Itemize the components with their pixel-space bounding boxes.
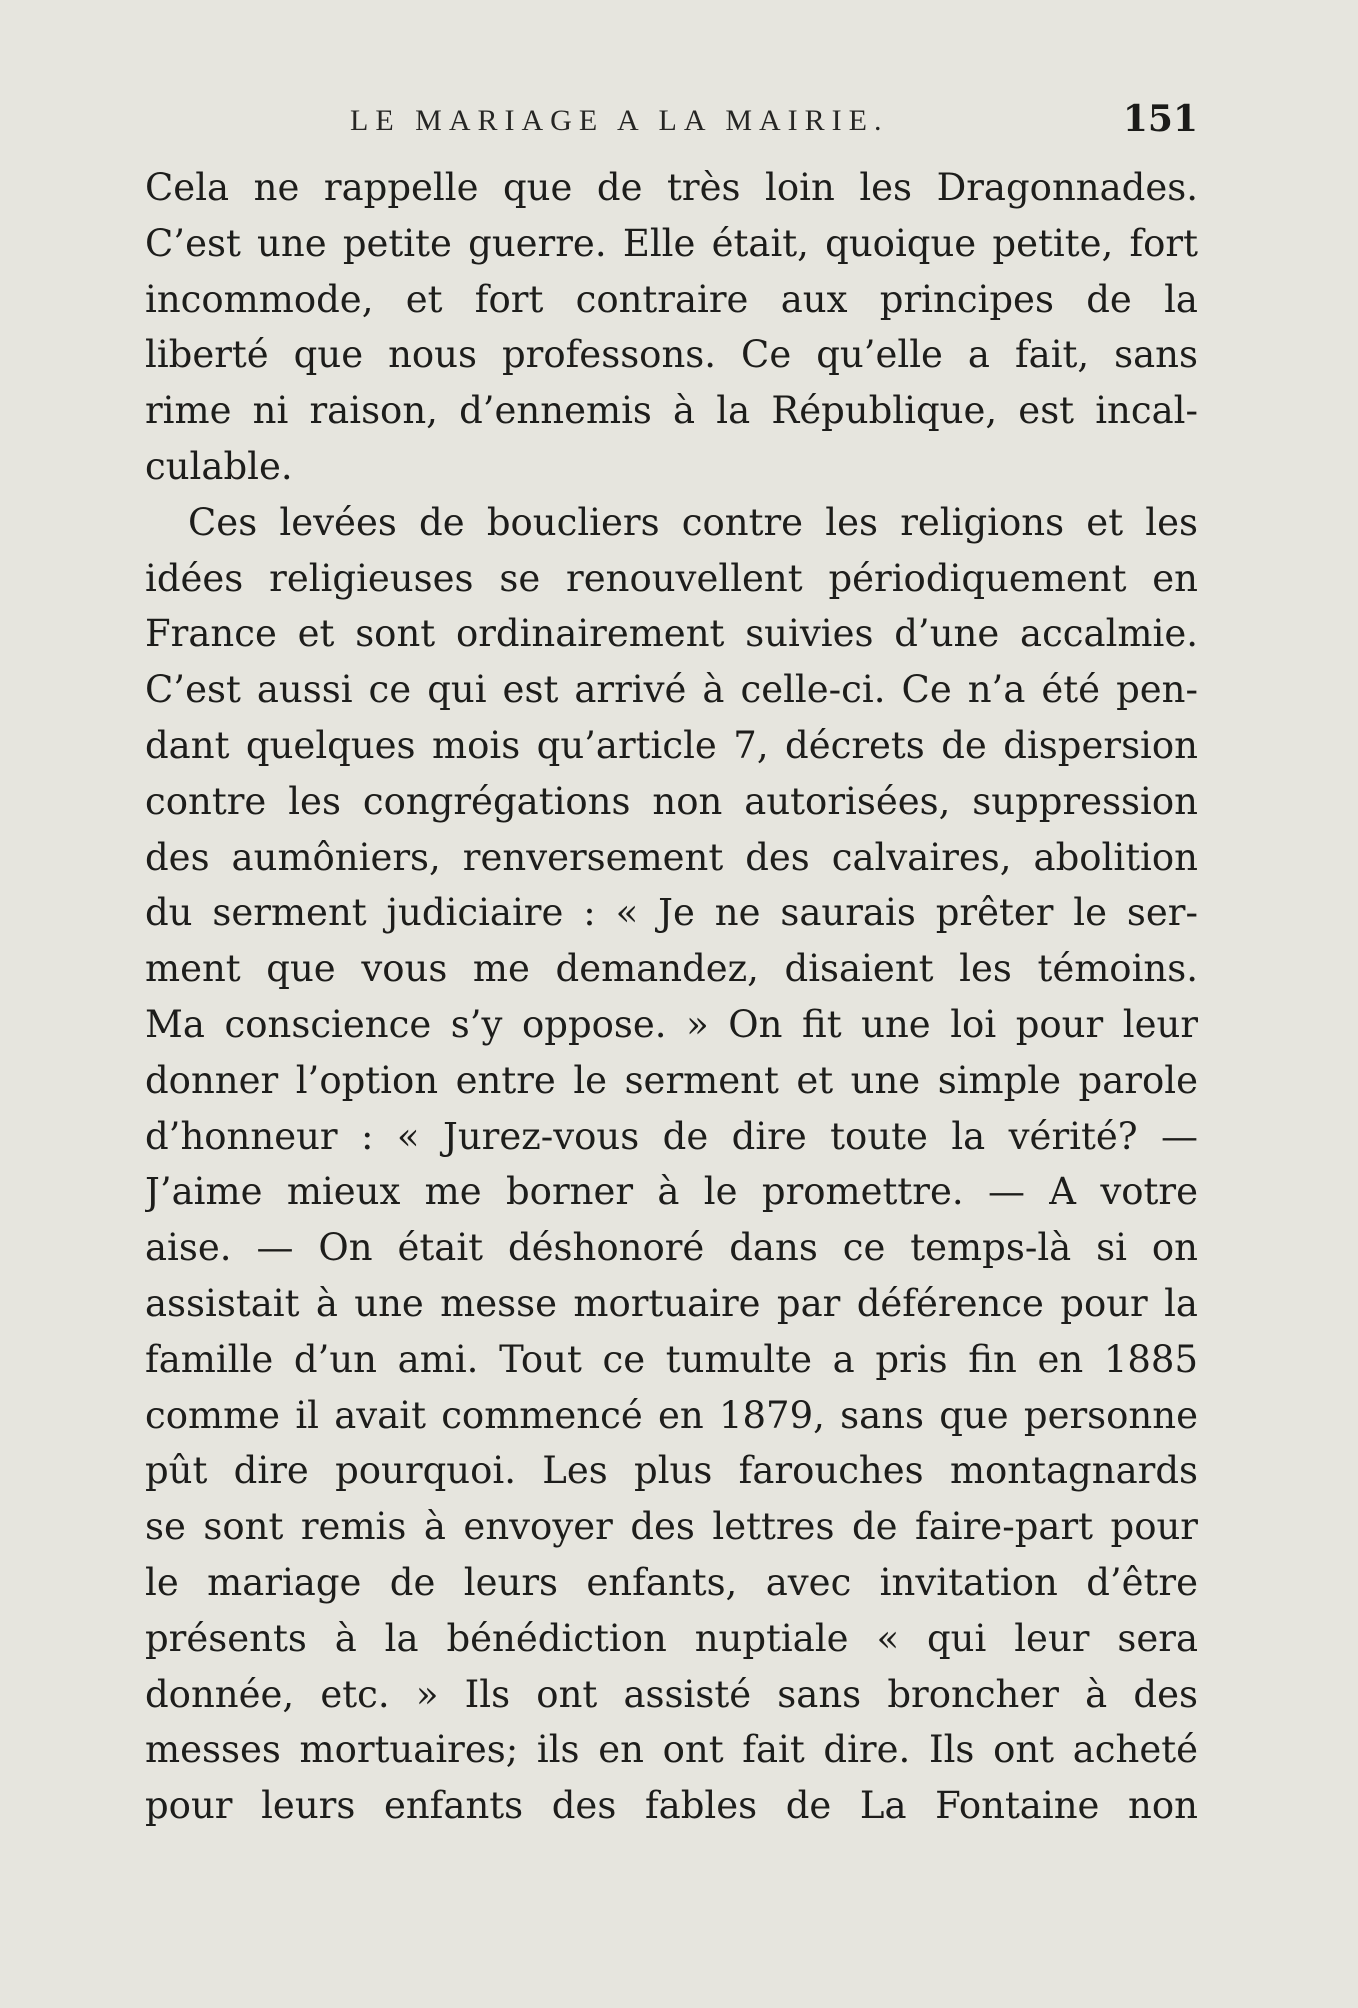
text-line: pour leurs enfants des fables de La Fontaine non [145, 1784, 1198, 1828]
text-line: famille d’un ami. Tout ce tumulte a pris fin en 1885 [145, 1337, 1198, 1381]
text-line: incommode, et fort contraire aux principes de la [145, 277, 1198, 321]
page-number: 151 [1122, 98, 1198, 140]
running-title: LE MARIAGE A LA MAIRIE. [350, 104, 889, 137]
text-line: Cela ne rappelle que de très loin les Dragonnades. [145, 166, 1198, 209]
text-line: idées religieuses se renouvellent périodiquement en [145, 556, 1198, 600]
text-line: comme il avait commencé en 1879, sans que personne [145, 1393, 1198, 1437]
text-line: aise. — On était déshonoré dans ce temps-là si on [145, 1226, 1198, 1270]
text-line: J’aime mieux me borner à le promettre. — A votre [145, 1170, 1198, 1214]
text-line: C’est aussi ce qui est arrivé à celle-ci. Ce n’a été pen- [145, 668, 1198, 712]
text-line: France et sont ordinairement suivies d’une accalmie. [145, 612, 1198, 656]
text-line: du serment judiciaire : « Je ne saurais prêter le ser- [145, 891, 1198, 935]
text-line: C’est une petite guerre. Elle était, quoique petite, fort [145, 221, 1198, 265]
paragraph-first-line: Ces levées de boucliers contre les religions et les [188, 500, 1198, 544]
text-line: Ma conscience s’y oppose. » On fit une loi pour leur [145, 1002, 1198, 1046]
text-line: pût dire pourquoi. Les plus farouches montagnards [145, 1449, 1198, 1493]
text-line: le mariage de leurs enfants, avec invitation d’être [145, 1560, 1198, 1604]
text-line: donnée, etc. » Ils ont assisté sans broncher à des [145, 1672, 1198, 1716]
text-line: rime ni raison, d’ennemis à la République, est incal- [145, 389, 1198, 433]
text-line: se sont remis à envoyer des lettres de faire-part pour [145, 1505, 1198, 1549]
text-line: assistait à une messe mortuaire par déférence pour la [145, 1281, 1198, 1325]
text-line: ment que vous me demandez, disaient les témoins. [145, 947, 1198, 991]
text-line: donner l’option entre le serment et une simple parole [145, 1058, 1198, 1102]
text-line: contre les congrégations non autorisées, suppression [145, 779, 1198, 823]
text-line: présents à la bénédiction nuptiale « qui leur sera [145, 1616, 1198, 1660]
text-line: dant quelques mois qu’article 7, décrets de dispersion [145, 723, 1198, 767]
body-text [145, 160, 1198, 1834]
text-line: messes mortuaires; ils en ont fait dire. Ils ont acheté [145, 1728, 1198, 1772]
text-line: d’honneur : « Jurez-vous de dire toute la vérité? — [145, 1114, 1198, 1158]
text-line: culable. [145, 444, 293, 488]
text-line: des aumôniers, renversement des calvaires, abolition [145, 835, 1198, 879]
text-line: liberté que nous professons. Ce qu’elle a fait, sans [145, 333, 1198, 377]
page-header [145, 98, 1198, 148]
